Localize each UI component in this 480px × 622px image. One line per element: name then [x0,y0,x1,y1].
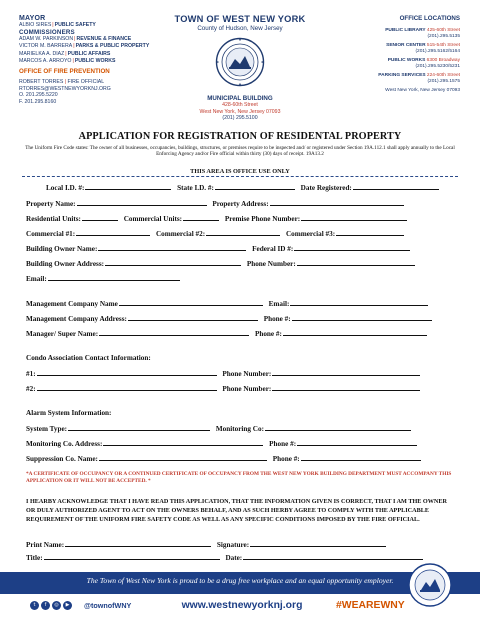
suppression-row [26,454,421,463]
city-address: West New York, New Jersey 07093 [199,108,281,115]
office-location: SENIOR CENTER 515-54th Street (201).295.5162/5164 [386,43,460,54]
alarm-heading: Alarm System Information: [26,409,112,417]
date-field[interactable] [243,553,423,560]
office-locations-city: West New York, New Jersey 07093 [385,88,460,93]
mayor-title: MAYOR [19,15,46,22]
residential-units-field[interactable] [82,214,118,221]
monitoring-phone-field[interactable] [297,439,417,446]
property-name-field[interactable] [77,199,207,206]
print-name-label: Print Name: [26,541,65,549]
suppression-label: Suppression Co. Name: [26,455,98,463]
mgmt-email-label: Email: [268,300,290,308]
hashtag: #WEAREWNY [336,600,405,611]
owner-address-row [26,259,415,268]
email-label: Email: [26,275,47,283]
commercial-2-label: Commercial #2: [155,230,206,238]
social-handle[interactable]: @townofWNY [84,601,132,610]
fire-fax: F. 201.295.8160 [19,98,57,105]
commissioner-line: VICTOR M. BARRERA|PARKS & PUBLIC PROPERTY [19,43,150,50]
contact-2-phone-field[interactable] [272,384,420,391]
owner-row [26,244,410,253]
municipal-building: MUNICIPAL BUILDING [207,95,273,102]
mgmt-name-row [26,299,428,308]
contact-1-phone-label: Phone Number: [222,370,272,378]
office-location: PARKING SERVICES 224-60th Street (201).295.1575 [378,73,460,84]
system-type-field[interactable] [68,424,210,431]
commissioner-line: ADAM W. PARKINSON|REVENUE & FINANCE [19,36,132,43]
contact-2-label: #2: [26,385,36,393]
monitoring-phone-label: Phone #: [269,440,297,448]
footer-banner-text: The Town of West New York is proud to be a drug free workplace and an equal opportunity employer. [86,576,394,585]
mgmt-address-row [26,314,432,323]
town-name: TOWN OF WEST NEW YORK [174,14,306,24]
county-name: County of Hudson, New Jersey [197,25,283,32]
local-id-field[interactable] [85,183,171,190]
property-row [26,199,404,208]
commercial-1-label: Commercial #1: [26,230,76,238]
contact-2-field[interactable] [37,384,217,391]
commercial-2-field[interactable] [206,229,280,236]
officials-column [19,15,189,105]
property-name-label: Property Name: [26,200,76,208]
residential-units-label: Residential Units: [26,215,81,223]
contact-1-field[interactable] [37,369,217,376]
fire-official-line: ROBERT TORRES | FIRE OFFICIAL [19,79,105,86]
system-type-label: System Type: [26,425,68,433]
title-label: Title: [26,554,43,562]
state-id-label: State I.D. #: [177,184,214,192]
title-date-row [26,553,423,562]
date-registered-field[interactable] [353,183,439,190]
manager-phone-field[interactable] [283,329,427,336]
commercial-3-field[interactable] [336,229,404,236]
units-row [26,214,407,223]
owner-phone-field[interactable] [297,259,415,266]
form-title: APPLICATION FOR REGISTRATION OF RESIDENTAL PROPERTY [78,131,402,142]
commissioner-line: MARIELKA A. DIAZ|PUBLIC AFFAIRS [19,50,111,57]
contact-1-label: #1: [26,370,36,378]
fire-email: RTORRES@WESTNEWYORKNJ.ORG [19,85,111,92]
local-id-label: Local I.D. #: [46,184,85,192]
office-locations [320,15,460,93]
mgmt-name-field[interactable] [119,299,263,306]
manager-field[interactable] [99,329,249,336]
state-id-field[interactable] [215,183,295,190]
system-type-row [26,424,411,433]
condo-contact-2-row [26,384,420,393]
mgmt-address-label: Management Company Address: [26,315,127,323]
mgmt-email-field[interactable] [290,299,428,306]
premise-phone-label: Premise Phone Number: [224,215,301,223]
owner-address-field[interactable] [105,259,241,266]
certificate-warning: *A CERTIFICATE OF OCCUPANCY OR A CONTINUED CERTIFICATE OF OCCUPANCY FROM THE WEST NEW YORK BUILDING DEPARTMENT MUST ACCOMPANY THIS APPLICATION OR IT WILL NOT BE ACCEPTED. * [26,471,452,484]
commercial-units-label: Commercial Units: [123,215,183,223]
commercial-units-field[interactable] [183,214,219,221]
property-address-label: Property Address: [212,200,269,208]
suppression-field[interactable] [99,454,267,461]
manager-label: Manager/ Super Name: [26,330,99,338]
instagram-icon[interactable]: ◎ [52,601,61,610]
suppression-phone-label: Phone #: [272,455,300,463]
footer-links [0,600,480,616]
office-locations-title: OFFICE LOCATIONS [399,15,460,22]
property-address-field[interactable] [270,199,404,206]
commercial-3-label: Commercial #3: [285,230,336,238]
owner-address-label: Building Owner Address: [26,260,105,268]
office-location: PUBLIC LIBRARY 425-60th Street (201).295.5135 [385,28,460,39]
signature-label: Signature: [216,541,250,549]
facebook-icon[interactable]: f [41,601,50,610]
fire-office-phone: O. 201.295.5220 [19,92,58,99]
office-location: PUBLIC WORKS 6300 Broadway (201).295.5230/5231 [387,58,460,69]
condo-heading: Condo Association Contact Information: [26,354,151,362]
youtube-icon[interactable]: ▶ [63,601,72,610]
twitter-icon[interactable]: t [30,601,39,610]
print-name-field[interactable] [65,540,211,547]
town-phone: (201) 295.5100 [222,115,258,122]
condo-contact-1-row [26,369,420,378]
mgmt-phone-field[interactable] [292,314,432,321]
email-row [26,274,180,283]
mgmt-phone-label: Phone #: [263,315,291,323]
dashed-divider [22,176,458,177]
suppression-phone-field[interactable] [301,454,421,461]
building-owner-field[interactable] [98,244,246,251]
commercial-row [26,229,404,238]
town-seal-icon [215,37,265,87]
print-name-row [26,540,386,549]
federal-id-field[interactable] [294,244,410,251]
premise-phone-field[interactable] [301,214,407,221]
monitoring-co-label: Monitoring Co: [215,425,264,433]
monitoring-address-row [26,439,417,448]
federal-id-label: Federal ID #: [252,245,294,253]
office-use-notice: THIS AREA IS OFFICE USE ONLY [190,168,290,175]
date-registered-label: Date Registered: [300,184,352,192]
mayor-dept: PUBLIC SAFETY [54,22,96,28]
date-label: Date: [225,554,243,562]
signature-field[interactable] [250,540,386,547]
title-field[interactable] [44,553,220,560]
contact-2-phone-label: Phone Number: [222,385,272,393]
mayor-line: ALBIO SIRES|PUBLIC SAFETY [19,22,96,28]
contact-1-phone-field[interactable] [272,369,420,376]
monitoring-address-label: Monitoring Co. Address: [26,440,103,448]
letterhead [0,0,480,128]
mgmt-name-label: Management Company Name [26,300,118,308]
building-owner-label: Building Owner Name: [26,245,98,253]
street-address: 428-60th Street [222,102,258,108]
monitoring-co-field[interactable] [265,424,411,431]
acknowledgement: I HEARBY ACKNOWLEDGE THAT I HAVE READ THIS APPLICATION, THAT THE INFORMATION GIVEN IS CORRECT, THAT I AM THE OWNER OR DULY AUTHORIZED AGENT TO ACT ON THE OWNERS BEHALF, AND AS SUCH HERBY AGREE TO COMPLY WITH THE APPLICABLE REQUIREMENT OF THE UNIFORM FIRE SAFETY CODE AS WELL AS ANY SPECIFIC CONDITIONS IMPOSED BY THE FIRE OFFICIAL. [26,498,447,523]
mgmt-address-field[interactable] [128,314,258,321]
commercial-1-field[interactable] [76,229,150,236]
website-link[interactable]: www.westnewyorknj.org [181,600,303,611]
fire-code-intro: The Uniform Fire Code states: The owner of all businesses, occupancies, buildings, structures, or premises require to be inspected and/ or registered under Section 19A.112.1 shall apply annually to the Local Enforcing Agency and/or Fire official within thirty (30) days of receipt. 19A13.2 [25,145,455,158]
town-block [165,14,315,122]
commissioner-line: MARCOS A. ARROYO|PUBLIC WORKS [19,57,116,64]
office-use-row [46,183,439,192]
commissioners-title: COMMISSIONERS [19,29,75,37]
mayor-name: ALBIO SIRES [19,22,52,28]
monitoring-address-field[interactable] [103,439,263,446]
manager-phone-label: Phone #: [254,330,282,338]
owner-phone-label: Phone Number: [246,260,296,268]
social-icons [30,601,72,610]
manager-row [26,329,427,338]
email-field[interactable] [48,274,180,281]
fire-prevention-title: OFFICE OF FIRE PREVENTION [19,68,110,76]
